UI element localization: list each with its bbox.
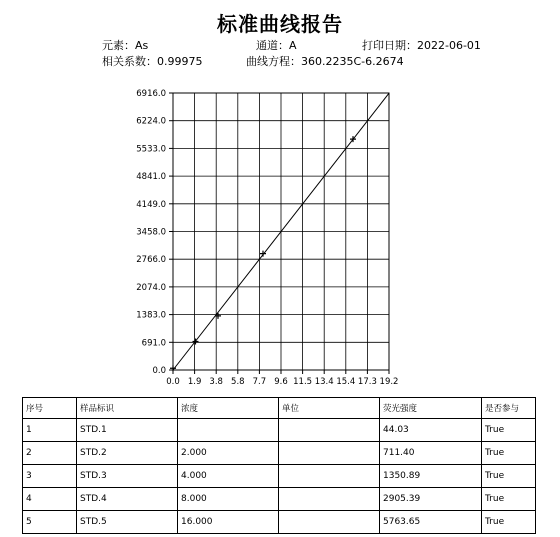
cell-concentration: 2.000 (178, 442, 279, 465)
x-tick-label: 5.8 (231, 377, 245, 387)
cell-included: True (482, 488, 536, 511)
cell-sample-id: STD.4 (77, 488, 178, 511)
cell-sample-id: STD.1 (77, 419, 178, 442)
col-unit-header: 单位 (279, 398, 380, 419)
x-tick-label: 17.3 (357, 377, 377, 387)
y-tick-label: 691.0 (141, 338, 166, 349)
cell-index: 5 (23, 511, 77, 534)
cell-index: 3 (23, 465, 77, 488)
cell-unit (279, 465, 380, 488)
x-tick-label: 15.4 (336, 377, 356, 387)
y-tick-label: 4149.0 (136, 199, 166, 210)
cell-sample-id: STD.5 (77, 511, 178, 534)
table-row (23, 488, 536, 511)
x-tick-label: 13.4 (314, 377, 334, 387)
col-sample-id-header: 样品标识 (77, 398, 178, 419)
y-tick-label: 2766.0 (136, 255, 166, 266)
cell-intensity: 44.03 (380, 419, 482, 442)
cell-sample-id: STD.3 (77, 465, 178, 488)
channel-label: 通道：A (256, 39, 297, 52)
y-tick-label: 4841.0 (136, 172, 166, 183)
correlation-label: 相关系数：0.99975 (102, 55, 203, 68)
cell-intensity: 2905.39 (380, 488, 482, 511)
print-date-label: 打印日期：2022-06-01 (362, 39, 481, 52)
cell-unit (279, 442, 380, 465)
table-row (23, 442, 536, 465)
table-row (23, 511, 536, 534)
cell-included: True (482, 419, 536, 442)
y-tick-label: 6224.0 (136, 116, 166, 127)
table-header-row (23, 398, 536, 419)
col-intensity-header: 荧光强度 (380, 398, 482, 419)
col-concentration-header: 浓度 (178, 398, 279, 419)
y-tick-label: 1383.0 (136, 310, 166, 321)
y-tick-label: 2074.0 (136, 282, 166, 293)
y-tick-label: 0.0 (152, 366, 166, 376)
x-tick-label: 11.5 (293, 377, 313, 387)
table-row (23, 465, 536, 488)
cell-intensity: 711.40 (380, 442, 482, 465)
cell-index: 2 (23, 442, 77, 465)
standards-table (22, 397, 536, 534)
y-tick-label: 3458.0 (136, 227, 166, 238)
cell-unit (279, 511, 380, 534)
x-tick-label: 19.2 (379, 377, 399, 387)
cell-included: True (482, 511, 536, 534)
calibration-chart (0, 84, 560, 389)
y-tick-label: 5533.0 (136, 144, 166, 155)
cell-intensity: 5763.65 (380, 511, 482, 534)
cell-index: 4 (23, 488, 77, 511)
cell-included: True (482, 442, 536, 465)
cell-unit (279, 419, 380, 442)
equation-label: 曲线方程：360.2235C-6.2674 (246, 55, 404, 68)
cell-included: True (482, 465, 536, 488)
report-title: 标准曲线报告 (217, 12, 343, 36)
y-tick-label: 6916.0 (136, 89, 166, 99)
x-tick-label: 1.9 (187, 377, 202, 387)
cell-unit (279, 488, 380, 511)
x-tick-label: 7.7 (252, 377, 267, 387)
cell-sample-id: STD.2 (77, 442, 178, 465)
cell-concentration (178, 419, 279, 442)
x-tick-label: 9.6 (274, 377, 288, 387)
x-tick-label: 0.0 (166, 377, 180, 387)
cell-concentration: 8.000 (178, 488, 279, 511)
col-index-header: 序号 (23, 398, 77, 419)
col-included-header: 是否参与 (482, 398, 536, 419)
cell-concentration: 4.000 (178, 465, 279, 488)
x-tick-label: 3.8 (209, 377, 223, 387)
cell-index: 1 (23, 419, 77, 442)
cell-concentration: 16.000 (178, 511, 279, 534)
table-row (23, 419, 536, 442)
cell-intensity: 1350.89 (380, 465, 482, 488)
element-label: 元素：As (102, 39, 149, 52)
